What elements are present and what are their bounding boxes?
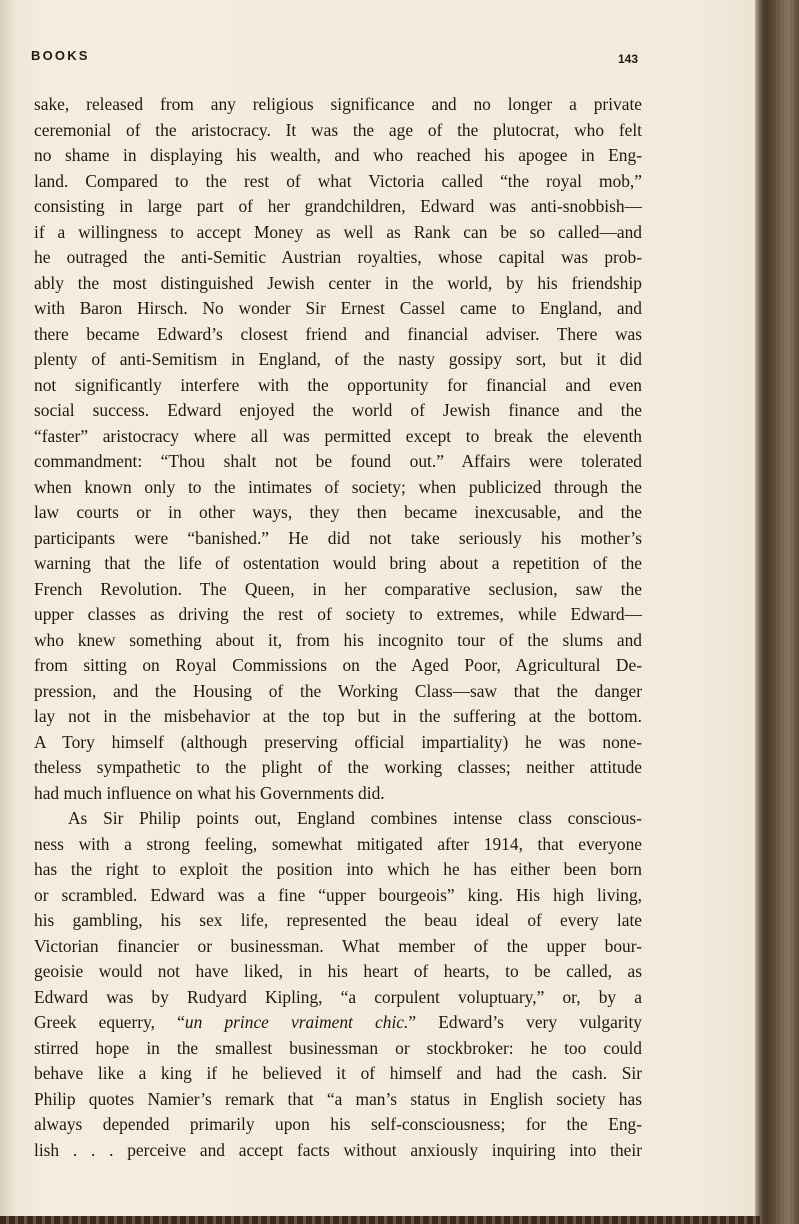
text-line: he outraged the anti-Semitic Austrian royalties, whose capital was prob-	[34, 247, 642, 267]
text-line: behave like a king if he believed it of himself and had the cash. Sir	[34, 1063, 642, 1083]
text-line: his gambling, his sex life, represented the beau ideal of every late	[34, 910, 642, 930]
text-line: there became Edward’s closest friend and financial adviser. There was	[34, 323, 642, 344]
text-line: land. Compared to the rest of what Victoria called “the royal mob,”	[34, 170, 642, 191]
text-line: upper classes as driving the rest of society to extremes, while Edward—	[34, 604, 642, 624]
text-line: not significantly interfere with the opportunity for financial and even	[34, 374, 642, 395]
text-line: geoisie would not have liked, in his heart of hearts, to be called, as	[34, 961, 642, 981]
text-line: no shame in displaying his wealth, and who reached his apogee in Eng-	[34, 145, 642, 165]
body-text	[34, 92, 642, 1163]
text-line: has the right to exploit the position into which he has either been born	[34, 859, 642, 879]
bottom-binding-strip	[0, 1216, 760, 1224]
text-line: “faster” aristocracy where all was permitted except to break the eleventh	[34, 425, 642, 446]
text-line: or scrambled. Edward was a fine “upper bourgeois” king. His high living,	[34, 884, 642, 905]
text-line: from sitting on Royal Commissions on the Aged Poor, Agricultural De-	[34, 655, 642, 675]
text-line: Victorian financier or businessman. What member of the upper bour-	[34, 935, 642, 956]
page-stack-lines	[760, 0, 799, 1224]
text-line: commandment: “Thou shalt not be found out.” Affairs were tolerated	[34, 451, 642, 471]
text-line: social success. Edward enjoyed the world of Jewish finance and the	[34, 400, 642, 420]
text-line: participants were “banished.” He did not take seriously his mother’s	[34, 527, 642, 548]
text-line: French Revolution. The Queen, in her comparative seclusion, saw the	[34, 578, 642, 599]
text-line: law courts or in other ways, they then became inexcusable, and the	[34, 502, 642, 522]
text-line: ceremonial of the aristocracy. It was the age of the plutocrat, who felt	[34, 119, 642, 140]
text-line: lish . . . perceive and accept facts without anxiously inquiring into their	[34, 1139, 642, 1160]
text-line: As Sir Philip points out, England combines intense class conscious-	[68, 808, 642, 828]
text-line: theless sympathetic to the plight of the working classes; neither attitude	[34, 757, 642, 777]
text-line: plenty of anti-Semitism in England, of the nasty gossipy sort, but it did	[34, 349, 642, 369]
text-line: Greek equerry, “un prince vraiment chic.” Edward’s very vulgarity	[34, 1012, 642, 1032]
text-line: always depended primarily upon his self-consciousness; for the Eng-	[34, 1114, 642, 1134]
text-line: when known only to the intimates of society; when publicized through the	[34, 476, 642, 497]
text-line: had much influence on what his Governments did.	[34, 782, 385, 803]
running-head: BOOKS	[31, 48, 90, 63]
text-line: A Tory himself (although preserving official impartiality) he was none-	[34, 731, 642, 752]
text-line: Philip quotes Namier’s remark that “a man’s status in English society has	[34, 1088, 642, 1109]
text-line: Edward was by Rudyard Kipling, “a corpulent voluptuary,” or, by a	[34, 986, 642, 1007]
text-line: stirred hope in the smallest businessman or stockbroker: he too could	[34, 1037, 642, 1058]
text-line: consisting in large part of her grandchildren, Edward was anti-snobbish—	[34, 196, 642, 216]
page-number: 143	[618, 52, 639, 66]
text-line: ness with a strong feeling, somewhat mitigated after 1914, that everyone	[34, 833, 642, 854]
text-line: pression, and the Housing of the Working Class—saw that the danger	[34, 680, 642, 701]
text-line: sake, released from any religious significance and no longer a private	[34, 94, 642, 114]
text-line: with Baron Hirsch. No wonder Sir Ernest Cassel came to England, and	[34, 298, 642, 318]
text-line: who knew something about it, from his incognito tour of the slums and	[34, 629, 642, 650]
text-line: ably the most distinguished Jewish center in the world, by his friendship	[34, 272, 642, 293]
text-line: warning that the life of ostentation would bring about a repetition of the	[34, 553, 642, 573]
text-line: lay not in the misbehavior at the top but in the suffering at the bottom.	[34, 706, 642, 726]
text-line: if a willingness to accept Money as well as Rank can be so called—and	[34, 221, 642, 242]
